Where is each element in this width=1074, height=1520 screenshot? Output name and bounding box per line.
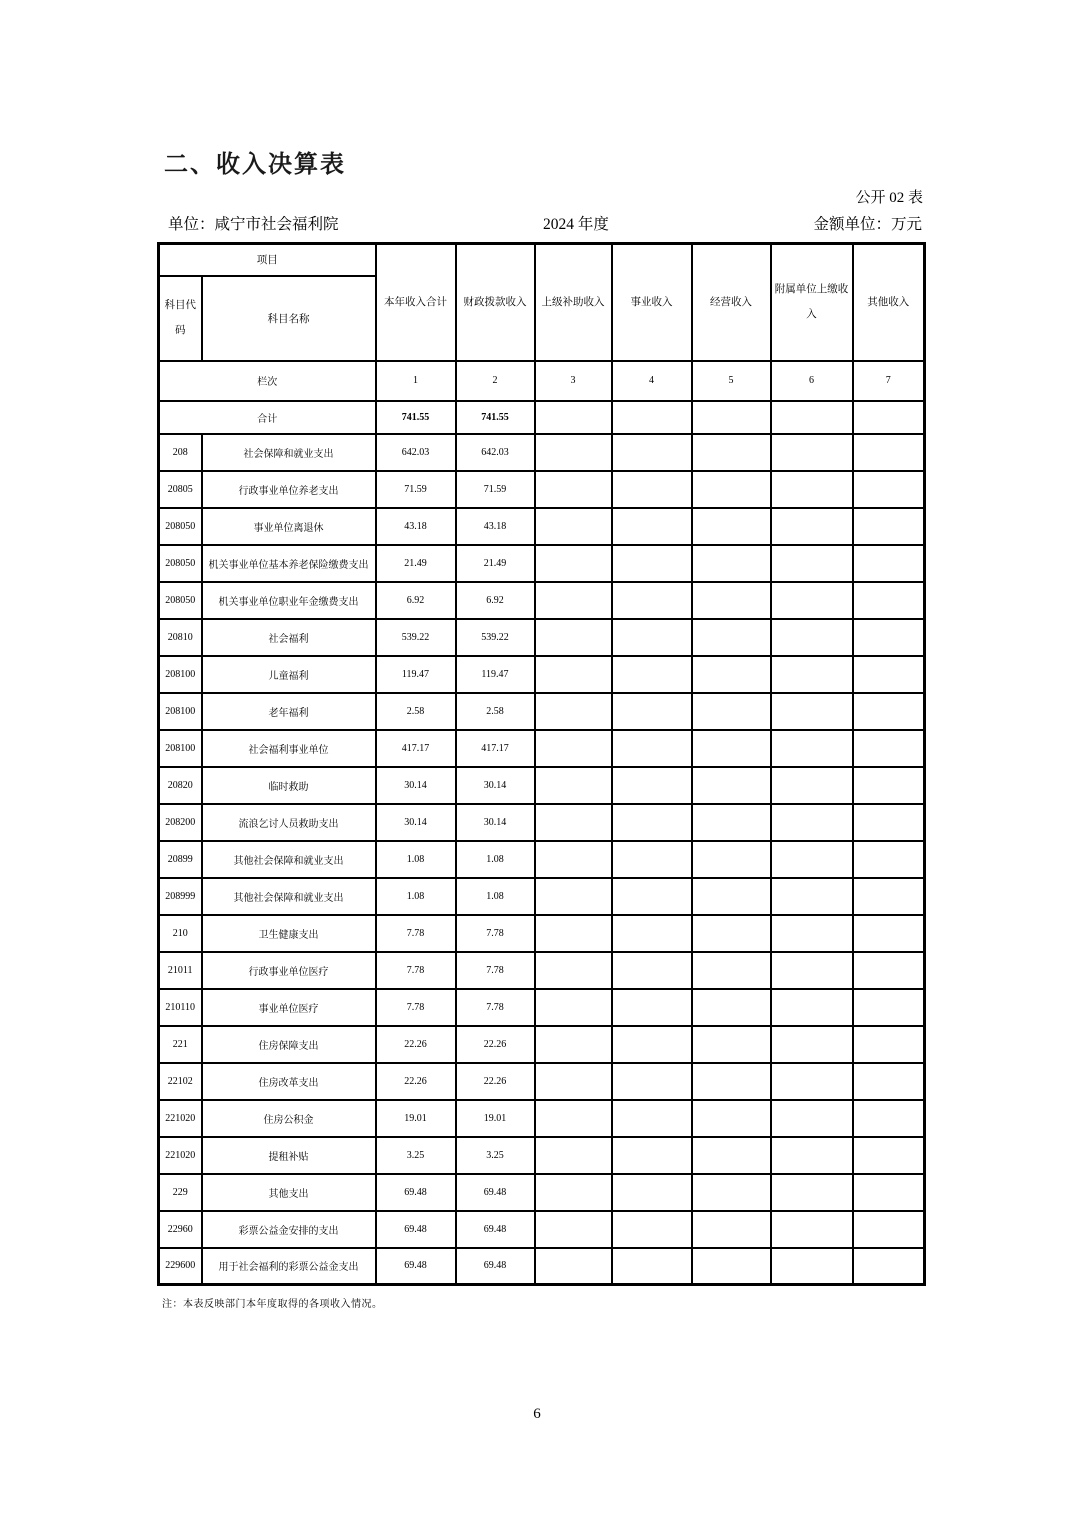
- value-cell: 43.18: [376, 508, 456, 545]
- header-row-project: [159, 244, 925, 276]
- value-cell: 1.08: [456, 841, 535, 878]
- value-cell: [853, 841, 925, 878]
- subject-code-cell: 20810: [159, 619, 202, 656]
- header-subject-code: 科目代码: [159, 276, 202, 361]
- header-col-fiscal-appropriation: 财政拨款收入: [456, 244, 535, 361]
- subject-code-cell: 208100: [159, 656, 202, 693]
- subject-code-cell: 208050: [159, 545, 202, 582]
- table-note: 注：本表反映部门本年度取得的各项收入情况。: [162, 1299, 383, 1310]
- value-cell: [692, 656, 771, 693]
- subject-code-cell: 20805: [159, 471, 202, 508]
- value-cell: [853, 1211, 925, 1248]
- header-col-operating-income: 事业收入: [612, 244, 692, 361]
- value-cell: [692, 1100, 771, 1137]
- value-cell: [771, 434, 853, 471]
- table-row: [159, 508, 925, 545]
- value-cell: [612, 989, 692, 1026]
- table-row: [159, 952, 925, 989]
- revenue-final-accounts-table: [157, 242, 926, 1286]
- value-cell: [692, 434, 771, 471]
- value-cell: [612, 656, 692, 693]
- value-cell: [853, 619, 925, 656]
- value-cell: 7.78: [376, 952, 456, 989]
- value-cell: 7.78: [456, 915, 535, 952]
- lanci-number: 2: [456, 361, 535, 401]
- value-cell: [612, 1248, 692, 1285]
- table-row: [159, 767, 925, 804]
- subject-name-cell: 卫生健康支出: [202, 915, 376, 952]
- value-cell: 1.08: [456, 878, 535, 915]
- total-value-cell: [612, 401, 692, 434]
- subject-code-cell: 229600: [159, 1248, 202, 1285]
- value-cell: 1.08: [376, 841, 456, 878]
- table-row: [159, 1174, 925, 1211]
- value-cell: [771, 878, 853, 915]
- value-cell: [612, 1211, 692, 1248]
- column-index-row: [159, 361, 925, 401]
- subject-code-cell: 208999: [159, 878, 202, 915]
- value-cell: [612, 1100, 692, 1137]
- value-cell: [771, 508, 853, 545]
- amount-unit-label: 金额单位：万元: [813, 216, 922, 233]
- value-cell: [853, 878, 925, 915]
- value-cell: [692, 545, 771, 582]
- subject-name-cell: 住房改革支出: [202, 1063, 376, 1100]
- value-cell: 642.03: [456, 434, 535, 471]
- value-cell: [535, 952, 612, 989]
- value-cell: [853, 693, 925, 730]
- subject-code-cell: 221020: [159, 1137, 202, 1174]
- lanci-number: 6: [771, 361, 853, 401]
- value-cell: [771, 1211, 853, 1248]
- value-cell: 69.48: [456, 1211, 535, 1248]
- value-cell: [771, 804, 853, 841]
- subject-name-cell: 儿童福利: [202, 656, 376, 693]
- value-cell: 30.14: [456, 767, 535, 804]
- value-cell: 7.78: [456, 952, 535, 989]
- value-cell: 43.18: [456, 508, 535, 545]
- value-cell: [771, 767, 853, 804]
- header-col-total-income: 本年收入合计: [376, 244, 456, 361]
- table-row: [159, 693, 925, 730]
- lanci-number: 1: [376, 361, 456, 401]
- subject-code-cell: 208: [159, 434, 202, 471]
- value-cell: [692, 1211, 771, 1248]
- subject-code-cell: 221020: [159, 1100, 202, 1137]
- value-cell: [771, 1063, 853, 1100]
- value-cell: [692, 582, 771, 619]
- value-cell: [771, 841, 853, 878]
- subject-name-cell: 老年福利: [202, 693, 376, 730]
- total-value-cell: [535, 401, 612, 434]
- value-cell: [692, 804, 771, 841]
- value-cell: 21.49: [376, 545, 456, 582]
- header-col-business-income: 经营收入: [692, 244, 771, 361]
- value-cell: [771, 656, 853, 693]
- value-cell: [612, 582, 692, 619]
- table-row: [159, 656, 925, 693]
- value-cell: [771, 730, 853, 767]
- table-row: [159, 878, 925, 915]
- value-cell: [853, 1174, 925, 1211]
- value-cell: [535, 1026, 612, 1063]
- table-code-label: 公开 02 表: [855, 190, 923, 206]
- table-row: [159, 841, 925, 878]
- subject-code-cell: 22960: [159, 1211, 202, 1248]
- table-row: [159, 1211, 925, 1248]
- page-number: 6: [533, 1406, 541, 1422]
- value-cell: 69.48: [376, 1248, 456, 1285]
- header-col-other-income: 其他收入: [853, 244, 925, 361]
- value-cell: 119.47: [456, 656, 535, 693]
- value-cell: 119.47: [376, 656, 456, 693]
- value-cell: [612, 767, 692, 804]
- value-cell: [612, 693, 692, 730]
- lanci-number: 3: [535, 361, 612, 401]
- subject-name-cell: 事业单位离退休: [202, 508, 376, 545]
- value-cell: [771, 619, 853, 656]
- total-label: 合计: [159, 401, 376, 434]
- value-cell: [692, 915, 771, 952]
- value-cell: [692, 1174, 771, 1211]
- value-cell: 1.08: [376, 878, 456, 915]
- value-cell: 7.78: [456, 989, 535, 1026]
- value-cell: [692, 1137, 771, 1174]
- lanci-label: 栏次: [159, 361, 376, 401]
- table-row: [159, 989, 925, 1026]
- value-cell: [535, 693, 612, 730]
- value-cell: [612, 878, 692, 915]
- value-cell: [853, 1063, 925, 1100]
- value-cell: [853, 1026, 925, 1063]
- value-cell: [853, 434, 925, 471]
- value-cell: [771, 545, 853, 582]
- subject-code-cell: 208050: [159, 582, 202, 619]
- unit-label: 单位：咸宁市社会福利院: [168, 216, 339, 233]
- value-cell: 6.92: [456, 582, 535, 619]
- value-cell: [535, 804, 612, 841]
- subject-code-cell: 22102: [159, 1063, 202, 1100]
- header-col-subordinate-remittance: 附属单位上缴收入: [771, 244, 853, 361]
- subject-name-cell: 其他社会保障和就业支出: [202, 878, 376, 915]
- value-cell: [692, 730, 771, 767]
- value-cell: 22.26: [456, 1026, 535, 1063]
- value-cell: 30.14: [456, 804, 535, 841]
- value-cell: [771, 915, 853, 952]
- subject-code-cell: 208100: [159, 730, 202, 767]
- subject-name-cell: 住房保障支出: [202, 1026, 376, 1063]
- value-cell: 30.14: [376, 767, 456, 804]
- total-value-cell: 741.55: [376, 401, 456, 434]
- value-cell: 642.03: [376, 434, 456, 471]
- value-cell: 539.22: [456, 619, 535, 656]
- value-cell: [612, 915, 692, 952]
- value-cell: 19.01: [456, 1100, 535, 1137]
- subject-code-cell: 210110: [159, 989, 202, 1026]
- total-row: [159, 401, 925, 434]
- value-cell: 19.01: [376, 1100, 456, 1137]
- value-cell: [853, 804, 925, 841]
- value-cell: 71.59: [376, 471, 456, 508]
- value-cell: [535, 1174, 612, 1211]
- value-cell: [771, 1174, 853, 1211]
- value-cell: [771, 1137, 853, 1174]
- subject-code-cell: 229: [159, 1174, 202, 1211]
- value-cell: [612, 471, 692, 508]
- value-cell: [692, 471, 771, 508]
- value-cell: [612, 1026, 692, 1063]
- value-cell: [535, 1063, 612, 1100]
- table-row: [159, 1026, 925, 1063]
- table-row: [159, 545, 925, 582]
- value-cell: 539.22: [376, 619, 456, 656]
- table-row: [159, 1063, 925, 1100]
- subject-code-cell: 208100: [159, 693, 202, 730]
- value-cell: [535, 1137, 612, 1174]
- total-value-cell: 741.55: [456, 401, 535, 434]
- subject-name-cell: 流浪乞讨人员救助支出: [202, 804, 376, 841]
- value-cell: [612, 952, 692, 989]
- value-cell: [535, 767, 612, 804]
- subject-code-cell: 208200: [159, 804, 202, 841]
- lanci-number: 7: [853, 361, 925, 401]
- value-cell: [771, 1026, 853, 1063]
- subject-code-cell: 21011: [159, 952, 202, 989]
- value-cell: [692, 1026, 771, 1063]
- total-value-cell: [692, 401, 771, 434]
- value-cell: [612, 841, 692, 878]
- table-row: [159, 582, 925, 619]
- value-cell: 69.48: [376, 1174, 456, 1211]
- value-cell: [771, 693, 853, 730]
- value-cell: [535, 1211, 612, 1248]
- lanci-number: 4: [612, 361, 692, 401]
- table-meta-row: [168, 212, 922, 234]
- value-cell: [692, 619, 771, 656]
- value-cell: 2.58: [376, 693, 456, 730]
- value-cell: [535, 471, 612, 508]
- value-cell: [853, 1137, 925, 1174]
- subject-name-cell: 行政事业单位医疗: [202, 952, 376, 989]
- value-cell: [853, 1248, 925, 1285]
- value-cell: [771, 582, 853, 619]
- value-cell: [535, 434, 612, 471]
- value-cell: [535, 989, 612, 1026]
- subject-name-cell: 机关事业单位基本养老保险缴费支出: [202, 545, 376, 582]
- value-cell: [612, 545, 692, 582]
- subject-name-cell: 住房公积金: [202, 1100, 376, 1137]
- value-cell: [853, 952, 925, 989]
- value-cell: [771, 1100, 853, 1137]
- subject-code-cell: 208050: [159, 508, 202, 545]
- value-cell: [692, 952, 771, 989]
- value-cell: [853, 915, 925, 952]
- value-cell: [535, 582, 612, 619]
- value-cell: [853, 545, 925, 582]
- value-cell: [612, 508, 692, 545]
- value-cell: [535, 619, 612, 656]
- total-value-cell: [771, 401, 853, 434]
- value-cell: [612, 434, 692, 471]
- value-cell: [535, 878, 612, 915]
- value-cell: [612, 1137, 692, 1174]
- subject-code-cell: 210: [159, 915, 202, 952]
- table-row: [159, 434, 925, 471]
- value-cell: [692, 878, 771, 915]
- value-cell: [612, 804, 692, 841]
- value-cell: [853, 582, 925, 619]
- table-row: [159, 804, 925, 841]
- value-cell: 417.17: [456, 730, 535, 767]
- value-cell: 7.78: [376, 989, 456, 1026]
- value-cell: 22.26: [456, 1063, 535, 1100]
- value-cell: [535, 508, 612, 545]
- value-cell: [692, 693, 771, 730]
- value-cell: 30.14: [376, 804, 456, 841]
- value-cell: 71.59: [456, 471, 535, 508]
- value-cell: [535, 730, 612, 767]
- table-row: [159, 471, 925, 508]
- value-cell: [853, 656, 925, 693]
- value-cell: [853, 1100, 925, 1137]
- subject-code-cell: 20820: [159, 767, 202, 804]
- value-cell: [612, 1174, 692, 1211]
- value-cell: [692, 1248, 771, 1285]
- subject-name-cell: 社会福利: [202, 619, 376, 656]
- subject-name-cell: 其他社会保障和就业支出: [202, 841, 376, 878]
- value-cell: [853, 767, 925, 804]
- value-cell: 22.26: [376, 1063, 456, 1100]
- year-label: 2024 年度: [543, 216, 609, 233]
- lanci-number: 5: [692, 361, 771, 401]
- value-cell: [535, 656, 612, 693]
- header-subject-name: 科目名称: [202, 276, 376, 361]
- subject-name-cell: 机关事业单位职业年金缴费支出: [202, 582, 376, 619]
- value-cell: [853, 471, 925, 508]
- value-cell: [692, 508, 771, 545]
- value-cell: 69.48: [456, 1248, 535, 1285]
- value-cell: [771, 989, 853, 1026]
- table-row: [159, 730, 925, 767]
- value-cell: [612, 619, 692, 656]
- value-cell: 3.25: [376, 1137, 456, 1174]
- subject-name-cell: 事业单位医疗: [202, 989, 376, 1026]
- subject-name-cell: 社会保障和就业支出: [202, 434, 376, 471]
- value-cell: 22.26: [376, 1026, 456, 1063]
- value-cell: [612, 730, 692, 767]
- subject-code-cell: 20899: [159, 841, 202, 878]
- value-cell: 69.48: [456, 1174, 535, 1211]
- value-cell: [692, 767, 771, 804]
- value-cell: 69.48: [376, 1211, 456, 1248]
- value-cell: 3.25: [456, 1137, 535, 1174]
- subject-name-cell: 提租补贴: [202, 1137, 376, 1174]
- subject-name-cell: 彩票公益金安排的支出: [202, 1211, 376, 1248]
- value-cell: [853, 989, 925, 1026]
- value-cell: 7.78: [376, 915, 456, 952]
- value-cell: [535, 915, 612, 952]
- value-cell: [535, 1248, 612, 1285]
- value-cell: [853, 730, 925, 767]
- value-cell: [692, 1063, 771, 1100]
- subject-name-cell: 行政事业单位养老支出: [202, 471, 376, 508]
- value-cell: 2.58: [456, 693, 535, 730]
- header-project: 项目: [159, 244, 376, 276]
- header-col-superior-subsidy: 上级补助收入: [535, 244, 612, 361]
- value-cell: [535, 545, 612, 582]
- subject-name-cell: 其他支出: [202, 1174, 376, 1211]
- page-title: 二、收入决算表: [164, 151, 346, 178]
- table-row: [159, 619, 925, 656]
- value-cell: [612, 1063, 692, 1100]
- total-value-cell: [853, 401, 925, 434]
- table-row: [159, 1248, 925, 1285]
- value-cell: 6.92: [376, 582, 456, 619]
- table-row: [159, 915, 925, 952]
- subject-code-cell: 221: [159, 1026, 202, 1063]
- table-row: [159, 1137, 925, 1174]
- table-row: [159, 1100, 925, 1137]
- value-cell: [535, 841, 612, 878]
- value-cell: 21.49: [456, 545, 535, 582]
- value-cell: [771, 471, 853, 508]
- value-cell: [771, 1248, 853, 1285]
- subject-name-cell: 临时救助: [202, 767, 376, 804]
- value-cell: [692, 841, 771, 878]
- value-cell: [692, 989, 771, 1026]
- value-cell: [535, 1100, 612, 1137]
- value-cell: 417.17: [376, 730, 456, 767]
- value-cell: [771, 952, 853, 989]
- subject-name-cell: 社会福利事业单位: [202, 730, 376, 767]
- subject-name-cell: 用于社会福利的彩票公益金支出: [202, 1248, 376, 1285]
- value-cell: [853, 508, 925, 545]
